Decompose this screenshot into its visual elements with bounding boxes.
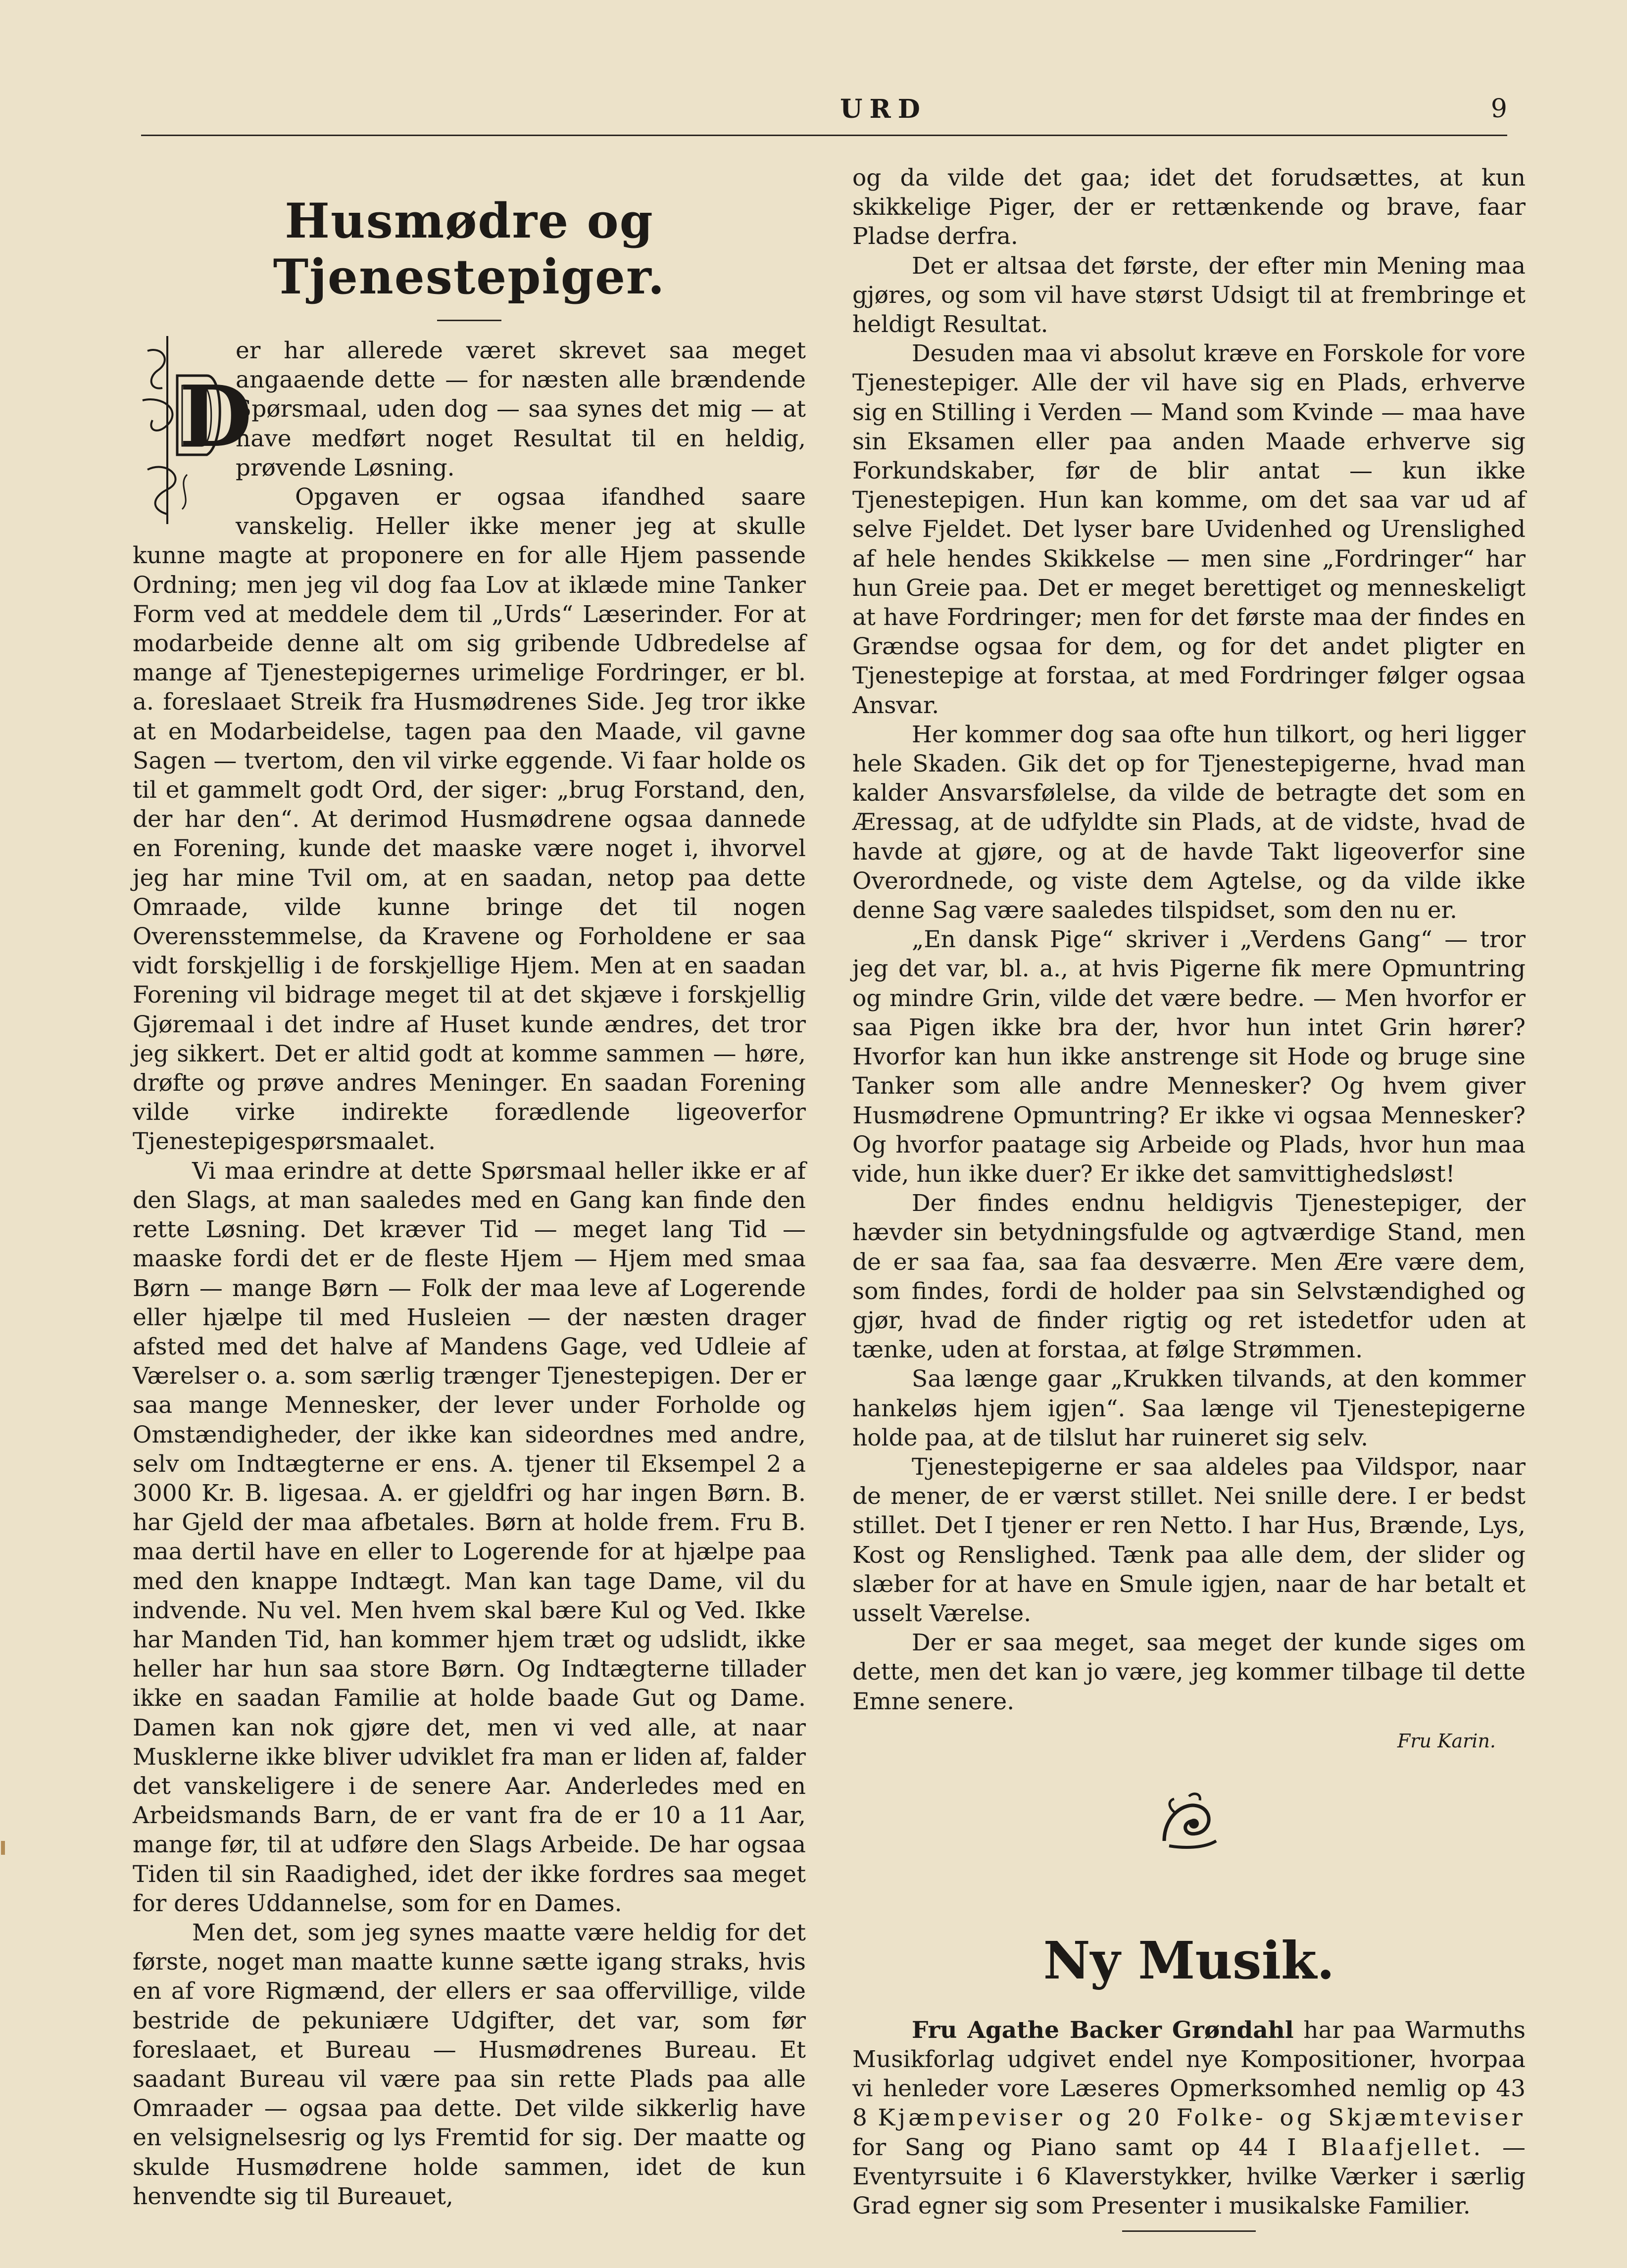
music-text: har paa Warmuths Musikforlag udgivet endel nye Kompositioner, hvorpaa vi henleder vore Læseres Opmerksomhed nemlig op 43 8: [852, 2016, 1526, 2132]
masthead: URD: [840, 94, 927, 124]
article-paragraph: Der findes endnu heldigvis Tjenestepiger, der hævder sin betydningsfulde og agtværdige Stand, men de er saa faa, saa faa desværre. Men Ære være dem, som findes, fordi de holder paa sin Selvstændighed og gjør, hvad de finder rigtig og ret istedetfor uden at tænke, uden at forstaa, at følge Strømmen.: [852, 1190, 1526, 1364]
article-paragraph: Saa længe gaar „Krukken tilvands, at den kommer hankeløs hjem igjen“. Saa længe vil Tjenestepigerne holde paa, at de tilslut har ruineret sig selv.: [852, 1365, 1526, 1451]
article-paragraph: Tjenestepigerne er saa aldeles paa Vildspor, naar de mener, de er værst stillet. Nei snille dere. I er bedst stillet. Det I tjener er ren Netto. I har Hus, Brænde, Lys, Kost og Renslighed. Tænk paa alle dem, der slider og slæber for at have en Smule igjen, naar de har betalt et usselt Værelse.: [852, 1453, 1526, 1627]
work-title: I Blaafjellet.: [1286, 2133, 1484, 2161]
ornament-icon: [1154, 1786, 1224, 1856]
author-signature: Fru Karin.: [1397, 1730, 1496, 1752]
article-paragraph: Men det, som jeg synes maatte være heldig for det første, noget man maatte kunne sætte igang straks, hvis en af vore Rigmænd, der ellers er saa offervillige, vilde bestride de pekuniære Udgifter, det var, som før foreslaaet, et Bureau — Husmødrenes Bureau. Et saadant Bureau vil være paa sin rette Plads paa alle Omraader — ogsaa paa dette. Det vilde sikkerlig have en velsignelsesrig og lys Fremtid for sig. Der maatte og skulde Husmødrene holde sammen, idet de kun henvendte sig til Bureauet,: [133, 1919, 806, 2210]
margin-mark: [1, 1841, 5, 1855]
article-paragraph: „En dansk Pige“ skriver i „Verdens Gang“ — tror jeg det var, bl. a., at hvis Pigerne fik mere Opmuntring og mindre Grin, vilde det være bedre. — Men hvorfor er saa Pigen ikke bra der, hvor hun intet Grin hører? Hvorfor kan hun ikke anstrenge sit Hode og bruge sine Tanker som alle andre Mennesker? Og hvem giver Husmødrene Opmuntring? Er ikke vi ogsaa Mennesker? Og hvorfor paatage sig Arbeide og Plads, hvor hun maa vide, hun ikke duer? Er ikke det samvittighedsløst!: [852, 926, 1526, 1188]
right-column: [852, 163, 1526, 2247]
left-column: [133, 163, 806, 2211]
article-paragraph: og da vilde det gaa; idet det forudsættes, at kun skikkelige Piger, der er rettænkende og brave, faar Pladse derfra.: [852, 164, 1526, 250]
article-first-paragraph: er har allerede været skrevet saa meget angaaende dette — for næsten alle brændende Spørsmaal, uden dog — saa synes det mig — at have medført noget Resultat til en heldig, prøvende Løsning.: [236, 337, 806, 482]
article-title: Husmødre og Tjenestepiger.: [273, 193, 666, 305]
initial-letter: D: [179, 367, 252, 466]
work-title: Kjæmpeviser og 20 Folke- og Skjæmteviser: [878, 2104, 1526, 2132]
title-rule: [437, 320, 501, 321]
music-paragraph: [852, 2016, 1526, 2220]
article-paragraph: Der er saa meget, saa meget der kunde siges om dette, men det kan jo være, jeg kommer tilbage til dette Emne senere.: [852, 1629, 1526, 1715]
closing-rule: [1122, 2230, 1256, 2232]
page-number: 9: [1490, 94, 1507, 124]
article-paragraph: Vi maa erindre at dette Spørsmaal heller ikke er af den Slags, at man saaledes med en Gang kan finde den rette Løsning. Det kræver Tid — meget lang Tid — maaske fordi det er de fleste Hjem — Hjem med smaa Børn — mange Børn — Folk der maa leve af Logerende eller hjælpe til med Husleien — der næsten drager afsted med det halve af Mandens Gage, ved Udleie af Værelser o. a. som særlig trænger Tjenestepigen. Der er saa mange Mennesker, der lever under Forholde og Omstændigheder, der ikke kan sideordnes med andre, selv om Indtægterne er ens. A. tjener til Eksempel 2 a 3000 Kr. B. ligesaa. A. er gjeldfri og har ingen Børn. B. har Gjeld der maa afbetales. Børn at holde frem. Fru B. maa dertil have en eller to Logerende for at hjælpe paa med den knappe Indtægt. Man kan tage Dame, vil du indvende. Nu vel. Men hvem skal bære Kul og Ved. Ikke har Manden Tid, han kommer hjem træt og udslidt, ikke heller har hun saa store Børn. Og Indtægterne tillader ikke en saadan Familie at holde baade Gut og Dame. Damen kan nok gjøre det, men vi ved alle, at naar Musklerne ikke bliver udviklet fra man er liden af, falder det vanskeligere i de senere Aar. Anderledes med en Arbeidsmands Barn, de er vant fra de er 10 a 11 Aar, mange før, til at udføre den Slags Arbeide. De har ogsaa Tiden til sin Raadighed, idet der ikke fordres saa meget for deres Uddannelse, som for en Dames.: [133, 1157, 806, 1917]
music-text: — Eventyrsuite i 6 Klaverstykker, hvilke Værker i særlig Grad egner sig som Presenter i musikalske Familier.: [852, 2133, 1526, 2220]
article-paragraph: Desuden maa vi absolut kræve en Forskole for vore Tjenestepiger. Alle der vil have sig en Plads, erhverve sig en Stilling i Verden — Mand som Kvinde — maa have sin Eksamen eller paa anden Maade erhverve sig Forkundskaber, før de blir antat — kun ikke Tjenestepigen. Hun kan komme, om det saa var ud af selve Fjeldet. Det lyser bare Uvidenhed og Urenslighed af hele hendes Skikkelse — men sine „Fordringer“ har hun Greie paa. Det er meget berettiget og menneskeligt at have Fordringer; men for det første maa der findes en Grændse ogsaa for dem, og for det andet pligter en Tjenestepige at forstaa, at med Fordringer følger ogsaa Ansvar.: [852, 340, 1526, 719]
composer-name: Fru Agathe Backer Grøndahl: [912, 2016, 1294, 2044]
article-paragraph: Det er altsaa det første, der efter min Mening maa gjøres, og som vil have størst Udsigt til at frembringe et heldigt Resultat.: [852, 252, 1526, 338]
music-text: for Sang og Piano samt op 44: [852, 2133, 1287, 2161]
page-header: [141, 94, 1507, 134]
article-paragraph: Her kommer dog saa ofte hun tilkort, og heri ligger hele Skaden. Gik det op for Tjenestepigerne, hvad man kalder Ansvarsfølelse, da vilde de betragte det som en Æressag, at de udfyldte sin Plads, at de vidste, hvad de havde at gjøre, og at de havde Takt ligeoverfor sine Overordnede, og viste dem Agtelse, og da vilde ikke denne Sag være saaledes tilspidset, som den nu er.: [852, 721, 1526, 924]
ornamental-initial: [128, 331, 252, 529]
header-rule: [141, 135, 1507, 136]
music-section-title: Ny Musik.: [1043, 1930, 1335, 1991]
article-paragraph: Opgaven er ogsaa ifandhed saare vanskelig. Heller ikke mener jeg at skulle kunne magte at proponere en for alle Hjem passende Ordning; men jeg vil dog faa Lov at iklæde mine Tanker Form ved at meddele dem til „Urds“ Læserinder. For at modarbeide denne alt om sig gribende Udbredelse af mange af Tjenestepigernes urimelige Fordringer, er bl. a. foreslaaet Streik fra Husmødrenes Side. Jeg tror ikke at en Modarbeidelse, tagen paa den Maade, vil gavne Sagen — tvertom, den vil virke eggende. Vi faar holde os til et gammelt godt Ord, der siger: „brug Forstand, den, der har den“. At derimod Husmødrene ogsaa dannede en Forening, kunde det maaske være noget i, ihvorvel jeg har mine Tvil om, at en saadan, netop paa dette Omraade, vilde kunne bringe det til nogen Overensstemmelse, da Kravene og Forholdene er saa vidt forskjellig i de forskjellige Hjem. Men at en saadan Forening vil bidrage meget til at det skjæve i forskjellig Gjøremaal i det indre af Huset kunde ændres, det tror jeg sikkert. Det er altid godt at komme sammen — høre, drøfte og prøve andres Meninger. En saadan Forening vilde virke indirekte forædlende ligeoverfor Tjenestepigespørsmaalet.: [133, 483, 806, 1156]
